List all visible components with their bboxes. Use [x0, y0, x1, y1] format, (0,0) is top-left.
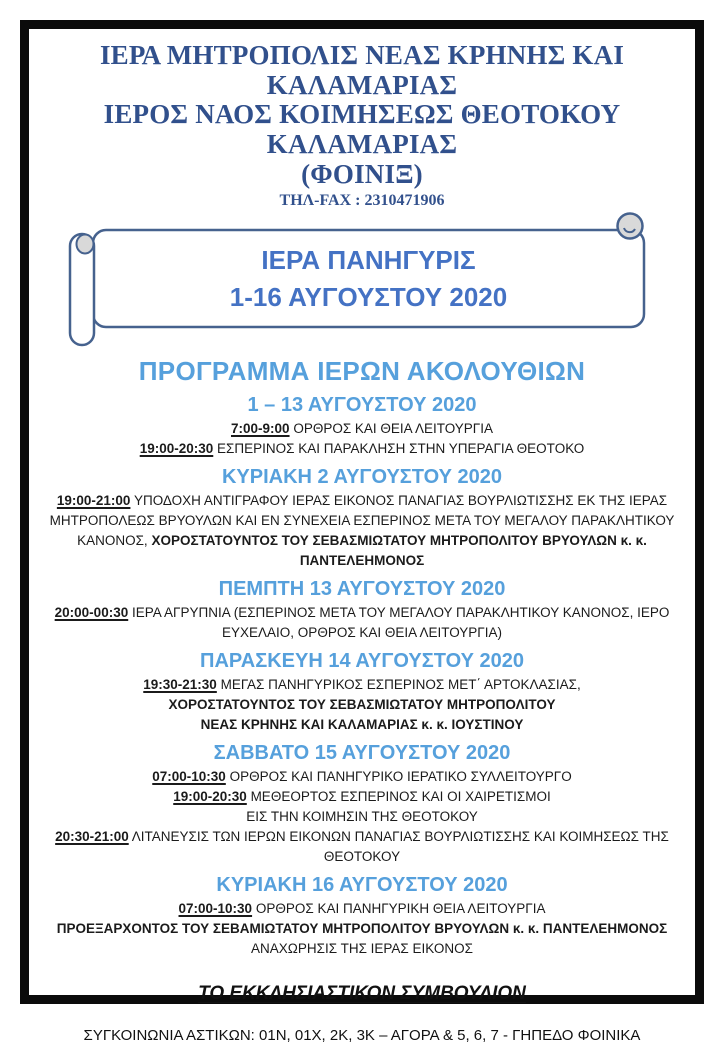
banner-text: [93, 230, 644, 327]
schedule-line: [43, 603, 681, 643]
bus-lines-info: ΣΥΓΚΟΙΝΩΝΙΑ ΑΣΤΙΚΩΝ: 01Ν, 01Χ, 2Κ, 3Κ – ΑΓΟΡΑ & 5, 6, 7 - ΓΗΠΕΔΟ ΦΟΙΝΙΚΑ: [83, 1027, 641, 1044]
schedule-line: [43, 439, 681, 459]
service-text: ΛΙΤΑΝΕΥΣΙΣ ΤΩΝ ΙΕΡΩΝ ΕΙΚΟΝΩΝ ΠΑΝΑΓΙΑΣ ΒΟΥΡΛΙΩΤΙΣΣΗΣ ΚΑΙ ΚΟΙΜΗΣΕΩΣ ΤΗΣ ΘΕΟΤΟΚΟΥ: [131, 829, 669, 865]
schedule-section-aug13: [43, 578, 681, 643]
parish-header: [43, 41, 681, 210]
schedule-line: [43, 827, 681, 867]
time-range: 20:30-21:00: [55, 829, 129, 845]
schedule-line: [43, 787, 681, 807]
day-heading: ΚΥΡΙΑΚΗ 16 ΑΥΓΟΥΣΤΟΥ 2020: [216, 874, 508, 897]
service-text: ΙΕΡΑ ΑΓΡΥΠΝΙΑ (ΕΣΠΕΡΙΝΟΣ ΜΕΤΑ ΤΟΥ ΜΕΓΑΛΟΥ ΠΑΡΑΚΛΗΤΙΚΟΥ ΚΑΝΟΝΟΣ, ΙΕΡΟ ΕΥΧΕΛΑΙΟ, ΟΡΘΡΟΣ ΚΑΙ ΘΕΙΑ ΛΕΙΤΟΥΡΓΙΑ): [131, 605, 670, 641]
day-heading: ΣΑΒΒΑΤΟ 15 ΑΥΓΟΥΣΤΟΥ 2020: [213, 742, 511, 765]
time-range: 20:00-00:30: [54, 605, 129, 621]
day-heading: 1 – 13 ΑΥΓΟΥΣΤΟΥ 2020: [247, 394, 477, 417]
phone-fax: ΤΗΛ-FAX : 2310471906: [279, 192, 445, 210]
time-range: 19:00-20:30: [139, 441, 214, 457]
program-title: ΠΡΟΓΡΑΜΜΑ ΙΕΡΩΝ ΑΚΟΛΟΥΘΙΩΝ: [138, 356, 586, 387]
service-text: ΥΠΟΔΟΧΗ ΑΝΤΙΓΡΑΦΟΥ ΙΕΡΑΣ ΕΙΚΟΝΟΣ ΠΑΝΑΓΙΑΣ ΒΟΥΡΛΙΩΤΙΣΣΗΣ ΕΚ ΤΗΣ ΙΕΡΑΣ ΜΗΤΡΟΠΟΛΕΩΣ ΒΡΥΟΥΛΩΝ ΚΑΙ ΕΝ ΣΥΝΕΧΕΙΑ ΕΣΠΕΡΙΝΟΣ ΜΕΤΑ ΤΟΥ ΜΕΓΑΛΟΥ ΠΑΡΑΚΛΗΤΙΚΟΥ ΚΑΝΟΝΟΣ,: [49, 493, 675, 549]
scroll-left-roll-curl: [77, 235, 94, 254]
service-text: ΟΡΘΡΟΣ ΚΑΙ ΠΑΝΗΓΥΡΙΚΗ ΘΕΙΑ ΛΕΙΤΟΥΡΓΙΑ: [255, 901, 546, 917]
schedule-line: [43, 899, 681, 919]
day-heading: ΠΕΜΠΤΗ 13 ΑΥΓΟΥΣΤΟΥ 2020: [218, 578, 506, 601]
day-heading: ΠΑΡΑΣΚΕΥΗ 14 ΑΥΓΟΥΣΤΟΥ 2020: [200, 650, 524, 673]
service-text: ΟΡΘΡΟΣ ΚΑΙ ΘΕΙΑ ΛΕΙΤΟΥΡΓΙΑ: [293, 421, 493, 437]
day-heading: ΚΥΡΙΑΚΗ 2 ΑΥΓΟΥΣΤΟΥ 2020: [221, 466, 503, 489]
service-text: ΜΕΓΑΣ ΠΑΝΗΓΥΡΙΚΟΣ ΕΣΠΕΡΙΝΟΣ ΜΕΤ΄ ΑΡΤΟΚΛΑΣΙΑΣ,: [220, 677, 581, 693]
service-text-bold: ΧΟΡΟΣΤΑΤΟΥΝΤΟΣ ΤΟΥ ΣΕΒΑΣΜΙΩΤΑΤΟΥ ΜΗΤΡΟΠΟΛΙΤΟΥ ΒΡΥΟΥΛΩΝ κ. κ. ΠΑΝΤΕΛΕΗΜΟΝΟΣ: [151, 533, 647, 569]
scroll-banner: [43, 212, 681, 350]
banner-title: ΙΕΡΑ ΠΑΝΗΓΥΡΙΣ: [261, 244, 476, 275]
schedule-section-aug15: [43, 742, 681, 867]
church-subtitle: (ΦΟΙΝΙΞ): [301, 158, 423, 189]
schedule-section-aug14: [43, 650, 681, 735]
schedule-line-bold: ΧΟΡΟΣΤΑΤΟΥΝΤΟΣ ΤΟΥ ΣΕΒΑΣΜΙΩΤΑΤΟΥ ΜΗΤΡΟΠΟΛΙΤΟΥ: [168, 697, 556, 713]
service-text: ΟΡΘΡΟΣ ΚΑΙ ΠΑΝΗΓΥΡΙΚΟ ΙΕΡΑΤΙΚΟ ΣΥΛΛΕΙΤΟΥΡΓΟ: [229, 769, 572, 785]
service-text: ΜΕΘΕΟΡΤΟΣ ΕΣΠΕΡΙΝΟΣ ΚΑΙ ΟΙ ΧΑΙΡΕΤΙΣΜΟΙ: [250, 789, 551, 805]
banner-dates: 1-16 ΑΥΓΟΥΣΤΟΥ 2020: [229, 282, 508, 313]
time-range: 7:00-9:00: [231, 421, 290, 437]
schedule-line-bold: ΝΕΑΣ ΚΡΗΝΗΣ ΚΑΙ ΚΑΛΑΜΑΡΙΑΣ κ. κ. ΙΟΥΣΤΙΝΟΥ: [200, 717, 524, 733]
black-border-frame: [20, 20, 704, 1044]
schedule-line: ΑΝΑΧΩΡΗΣΙΣ ΤΗΣ ΙΕΡΑΣ ΕΙΚΟΝΟΣ: [251, 941, 473, 957]
schedule-line-bold: ΠΡΟΕΞΑΡΧΟΝΤΟΣ ΤΟΥ ΣΕΒΑΜΙΩΤΑΤΟΥ ΜΗΤΡΟΠΟΛΙΤΟΥ ΒΡΥΟΥΛΩΝ κ. κ. ΠΑΝΤΕΛΕΗΜΟΝΟΣ: [56, 921, 668, 937]
schedule-section-aug16: [43, 874, 681, 959]
church-title: ΙΕΡΟΣ ΝΑΟΣ ΚΟΙΜΗΣΕΩΣ ΘΕΟΤΟΚΟΥ ΚΑΛΑΜΑΡΙΑΣ: [103, 99, 621, 160]
schedule-line: [43, 767, 681, 787]
schedule-line: ΕΙΣ ΤΗΝ ΚΟΙΜΗΣΙΝ ΤΗΣ ΘΕΟΤΟΚΟΥ: [246, 809, 478, 825]
schedule-line: [43, 675, 681, 695]
time-range: 19:00-21:00: [56, 493, 131, 509]
time-range: 07:00-10:30: [178, 901, 253, 917]
schedule-section-aug2: [43, 466, 681, 571]
metropolis-title: ΙΕΡΑ ΜΗΤΡΟΠΟΛΙΣ ΝΕΑΣ ΚΡΗΝΗΣ ΚΑΙ ΚΑΛΑΜΑΡΙΑΣ: [99, 40, 625, 100]
time-range: 19:00-20:30: [173, 789, 247, 805]
schedule-line: [43, 491, 681, 571]
time-range: 07:00-10:30: [152, 769, 226, 785]
schedule-section-aug1-13: [43, 394, 681, 459]
service-text: ΕΣΠΕΡΙΝΟΣ ΚΑΙ ΠΑΡΑΚΛΗΣΗ ΣΤΗΝ ΥΠΕΡΑΓΙΑ ΘΕΟΤΟΚΟ: [217, 441, 585, 457]
schedule-line: [43, 419, 681, 439]
church-council-signature: ΤΟ ΕΚΚΛΗΣΙΑΣΤΙΚΟΝ ΣΥΜΒΟΥΛΙΟΝ: [198, 983, 526, 1005]
time-range: 19:30-21:30: [143, 677, 217, 693]
